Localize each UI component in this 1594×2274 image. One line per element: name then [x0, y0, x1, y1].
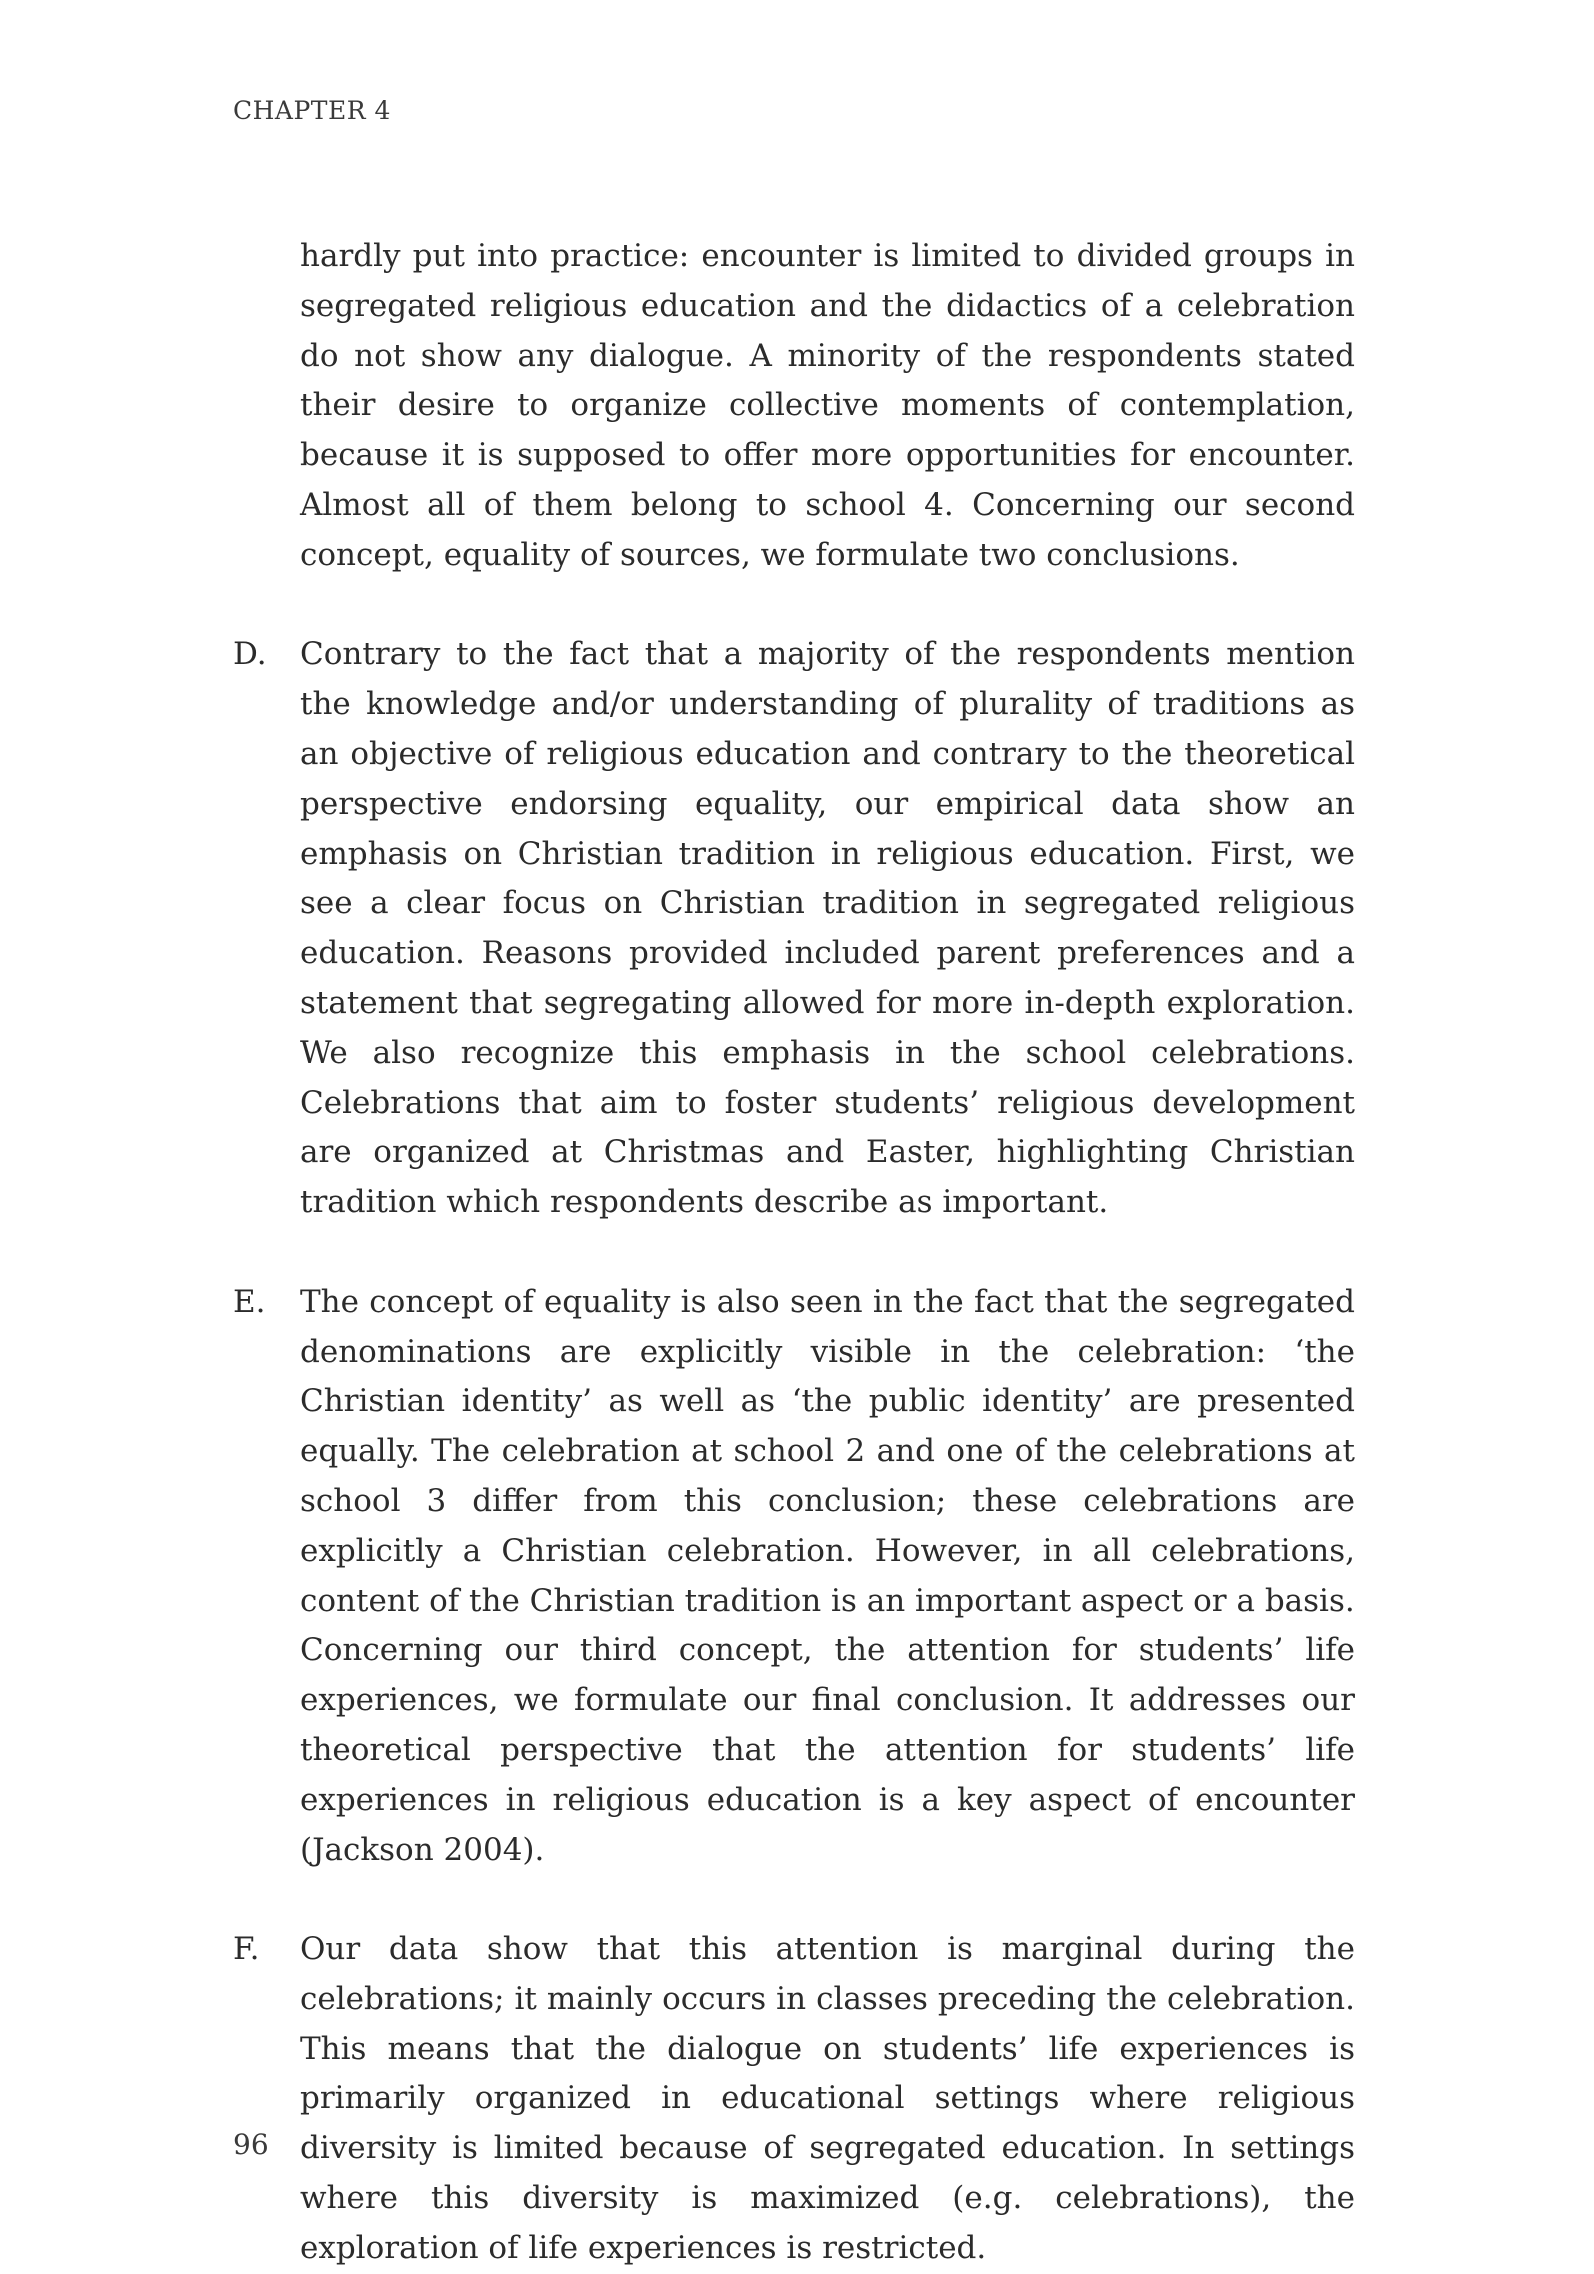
spacer: [300, 1228, 1355, 1278]
item-marker: D.: [233, 636, 267, 673]
spacer: [300, 1875, 1355, 1925]
item-paragraph: Concerning our third concept, the attention for students’ life experiences, we formulate our final conclusion. It addresses our theoretical perspective that the attention for students’ life experiences in religious education is a key aspect of encounter (Jackson 2004).: [300, 1632, 1355, 1868]
item-paragraph: Contrary to the fact that a majority of the respondents mention the knowledge and/or understanding of plurality of traditions as an objective of religious education and contrary to the theoretical perspective endorsing equality, our empirical data show an emphasis on Christian tradition in religious education. First, we see a clear focus on Christian tradition in segregated religious education. Reasons provided included parent preferences and a statement that segregating allowed for more in-depth exploration. We also recognize this emphasis in the school celebrations. Celebrations that aim to foster students’ religious development are organized at Christmas and Easter, highlighting Christian tradition which respondents describe as important.: [300, 636, 1355, 1221]
item-marker: E.: [233, 1283, 266, 1320]
item-marker: F.: [233, 1931, 260, 1968]
intro-paragraph: hardly put into practice: encounter is limited to divided groups in segregated religious education and the didactics of a celebration do not show any dialogue. A minority of the respondents stated their desire to organize collective moments of contemplation, because it is supposed to offer more opportunities for encounter. Almost all of them belong to school 4. Concerning our second concept, equality of sources, we formulate two conclusions.: [300, 238, 1355, 573]
page-number: 96: [233, 2128, 269, 2161]
spacer: [300, 581, 1355, 631]
item-paragraph: The concept of equality is also seen in the fact that the segregated denominations are explicitly visible in the celebration: ‘the Christian identity’ as well as ‘the public identity’ are presented equally. The celebration at school 2 and one of the celebrations at school 3 differ from this conclusion; these celebrations are explicitly a Christian celebration. However, in all celebrations, content of the Christian tradition is an important aspect or a basis.: [300, 1283, 1355, 1619]
conclusion-item-d: [233, 630, 1355, 1228]
conclusion-item-e: [233, 1278, 1355, 1876]
running-head: CHAPTER 4: [233, 96, 391, 125]
item-paragraph: Our data show that this attention is marginal during the celebrations; it mainly occurs in classes preceding the celebration. This means that the dialogue on students’ life experiences is primarily organized in educational settings where religious diversity is limited because of segregated education. In settings where this diversity is maximized (e.g. celebrations), the exploration of life experiences is restricted.: [300, 1931, 1355, 2266]
